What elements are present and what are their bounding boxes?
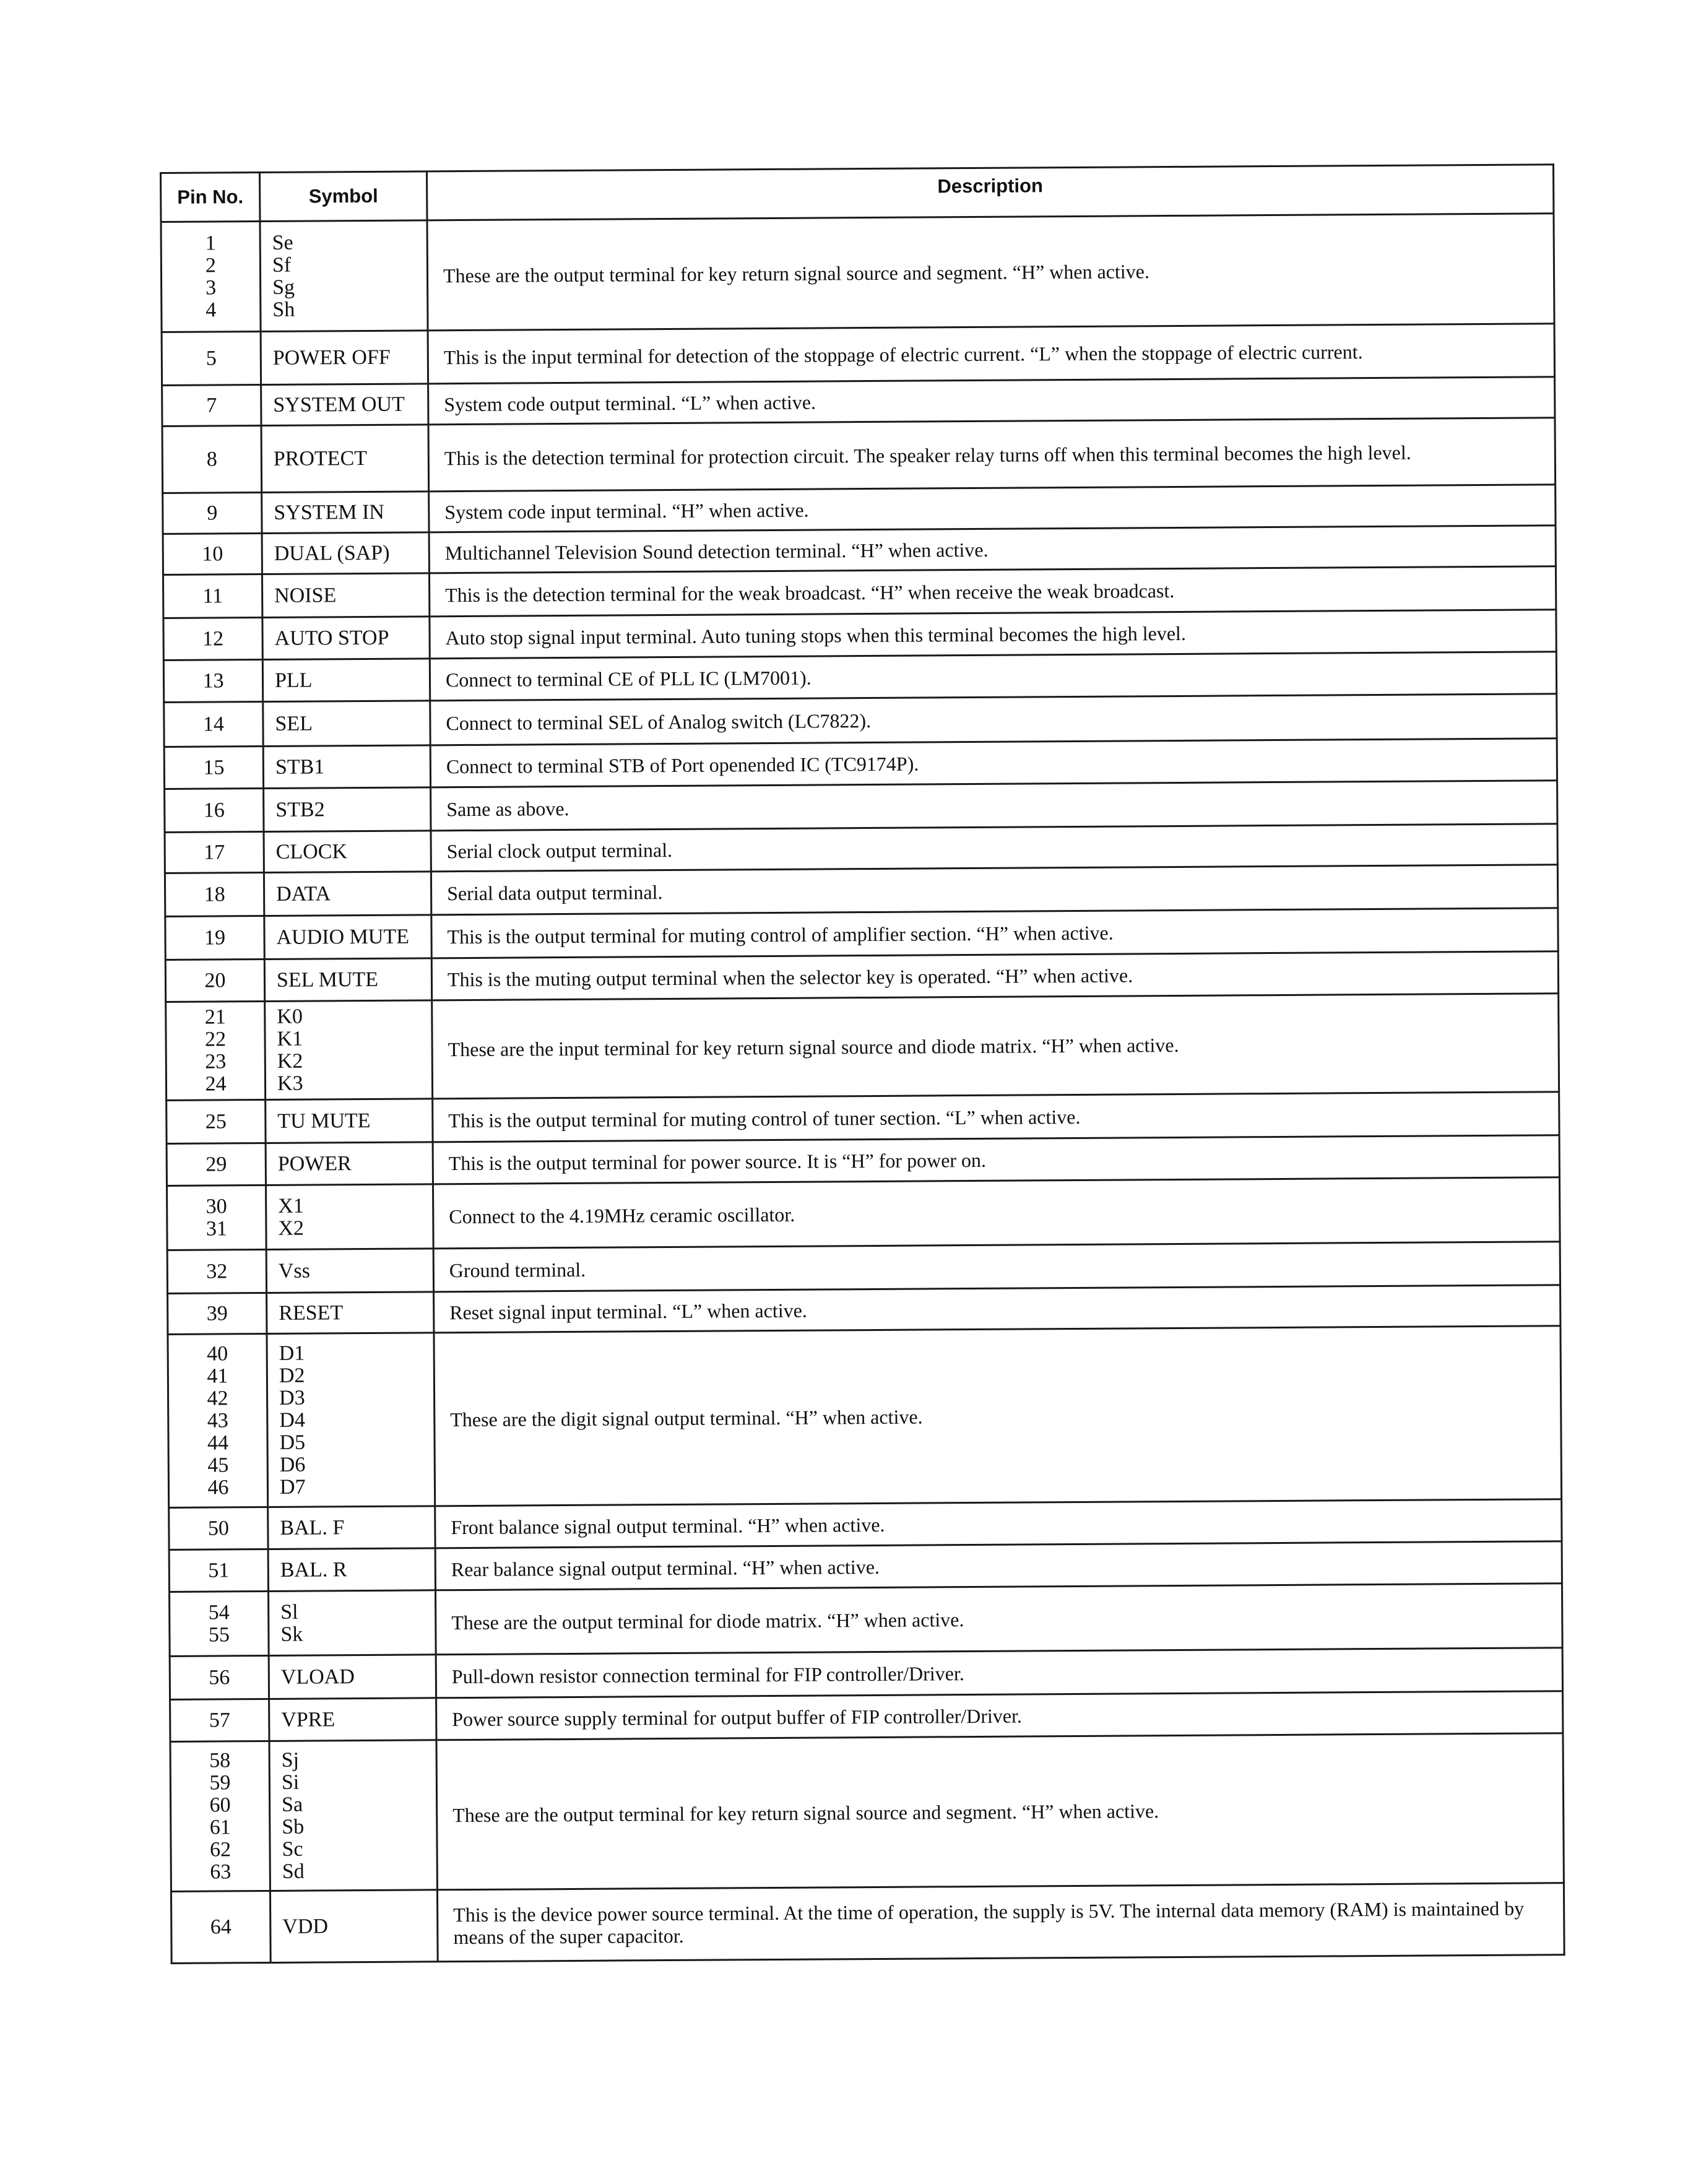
pin-symbol: PROTECT — [273, 446, 368, 470]
pin-number-cell — [165, 916, 264, 960]
pin-number: 58 — [209, 1748, 231, 1772]
pin-number: 39 — [206, 1301, 228, 1325]
pin-number-cell — [168, 1293, 267, 1334]
table-row — [171, 1883, 1564, 1964]
pin-symbol: VDD — [282, 1914, 329, 1938]
pin-number: 46 — [207, 1475, 229, 1499]
pin-symbol: K2 — [277, 1049, 303, 1073]
description-cell: Connect to terminal SEL of Analog switch (LC7822). — [430, 694, 1557, 745]
description-cell: Serial clock output terminal. — [431, 824, 1557, 872]
pin-number: 12 — [202, 626, 224, 651]
description-cell: Same as above. — [431, 781, 1557, 831]
table-row — [161, 214, 1554, 332]
description-cell: This is the detection terminal for protection circuit. The speaker relay turns off when this terminal becomes the high level. — [428, 418, 1556, 492]
description-cell: Ground terminal. — [433, 1242, 1560, 1292]
pin-symbol: Sh — [272, 298, 295, 321]
symbol-cell — [269, 1698, 436, 1741]
pin-number: 57 — [209, 1708, 230, 1732]
pin-number: 60 — [209, 1793, 231, 1817]
pin-symbol: Sl — [280, 1600, 298, 1624]
description-cell: System code output terminal. “L” when active. — [428, 377, 1555, 425]
pin-description-table — [160, 163, 1565, 1964]
pin-symbol: STB1 — [275, 755, 325, 779]
pin-number-cell — [163, 618, 262, 661]
pin-symbol: Sc — [282, 1837, 303, 1861]
symbol-cell — [266, 1099, 433, 1143]
pin-number: 1 — [205, 231, 216, 255]
pin-number: 45 — [207, 1453, 229, 1477]
pin-number-cell — [170, 1655, 269, 1699]
symbol-cell — [266, 1249, 433, 1293]
table-row — [167, 1177, 1560, 1250]
symbol-cell — [265, 1000, 433, 1100]
symbol-cell — [262, 659, 430, 702]
description-cell: Power source supply terminal for output buffer of FIP controller/Driver. — [436, 1691, 1563, 1740]
symbol-cell — [262, 573, 429, 618]
pin-symbol: BAL. F — [280, 1515, 345, 1540]
description-cell: This is the muting output terminal when the selector key is operated. “H” when active. — [431, 951, 1558, 1000]
table-row — [168, 1326, 1562, 1508]
symbol-cell — [264, 915, 431, 960]
pin-symbol: STB2 — [275, 797, 325, 821]
pin-symbol: Sj — [281, 1748, 300, 1772]
pin-number-cell — [169, 1549, 268, 1592]
pin-symbol: D3 — [279, 1386, 305, 1410]
pin-symbol: AUTO STOP — [274, 626, 389, 650]
description-cell: Connect to the 4.19MHz ceramic oscillator. — [433, 1177, 1560, 1249]
pin-symbol: X2 — [278, 1216, 305, 1240]
pin-symbol: SYSTEM IN — [274, 500, 385, 524]
header-symbol: Symbol — [260, 171, 427, 222]
symbol-cell — [269, 1740, 437, 1891]
pin-number-cell — [170, 1591, 269, 1656]
table-row — [170, 1584, 1563, 1657]
pin-number: 19 — [204, 925, 226, 950]
pin-symbol: POWER OFF — [272, 345, 391, 370]
table-row — [170, 1733, 1564, 1892]
pin-symbol: D7 — [279, 1475, 306, 1499]
pin-number: 51 — [208, 1558, 230, 1582]
symbol-cell — [263, 701, 430, 747]
pin-number-cell — [166, 1001, 266, 1100]
pin-number-cell — [163, 659, 262, 702]
symbol-cell — [264, 872, 431, 916]
pin-symbol: Sf — [272, 253, 292, 277]
pin-number: 10 — [202, 542, 223, 566]
pin-number: 43 — [207, 1408, 228, 1432]
pin-symbol: DUAL (SAP) — [274, 541, 390, 565]
pin-number-cell — [165, 872, 264, 916]
description-cell: These are the output terminal for key return signal source and segment. “H” when active. — [427, 214, 1554, 331]
pin-number: 64 — [210, 1915, 232, 1939]
symbol-cell — [264, 787, 431, 832]
table-row — [164, 694, 1557, 747]
symbol-cell — [269, 1590, 436, 1656]
description-cell: Multichannel Television Sound detection terminal. “H” when active. — [429, 526, 1556, 573]
pin-number: 61 — [209, 1815, 231, 1839]
description-cell: These are the digit signal output terminal. “H” when active. — [434, 1326, 1562, 1506]
pin-symbol: Se — [272, 231, 293, 254]
pin-symbol: POWER — [277, 1151, 352, 1176]
pin-number: 25 — [205, 1109, 227, 1133]
pin-number-cell — [163, 534, 262, 575]
pin-symbol: NOISE — [274, 583, 337, 607]
pin-number-cell — [164, 701, 263, 747]
pin-number-cell — [165, 831, 264, 873]
pin-number-cell — [161, 222, 261, 332]
table-header-row — [161, 165, 1554, 222]
description-cell: Connect to terminal STB of Port openended IC (TC9174P). — [430, 739, 1557, 787]
description-cell: This is the output terminal for muting control of tuner section. “L” when active. — [433, 1092, 1559, 1142]
pin-number: 31 — [206, 1216, 228, 1241]
pin-number-cell — [167, 1185, 267, 1250]
pin-symbol: SEL — [275, 712, 313, 735]
description-cell: Pull-down resistor connection terminal for FIP controller/Driver. — [436, 1648, 1562, 1698]
pin-symbol: TU MUTE — [277, 1109, 371, 1133]
pin-symbol: D5 — [279, 1431, 306, 1454]
pin-number: 13 — [202, 669, 224, 693]
pin-number-cell — [162, 332, 261, 386]
pin-symbol: Sk — [280, 1623, 303, 1646]
symbol-cell — [268, 1506, 435, 1549]
pin-number: 21 — [204, 1005, 226, 1029]
description-cell: Rear balance signal output terminal. “H” when active. — [435, 1541, 1562, 1590]
symbol-cell — [269, 1655, 436, 1699]
pin-number-cell — [165, 788, 264, 832]
description-cell: Front balance signal output terminal. “H” when active. — [435, 1499, 1562, 1548]
symbol-cell — [261, 384, 428, 426]
pin-number: 9 — [207, 501, 218, 525]
pin-symbol: K1 — [277, 1027, 303, 1051]
pin-symbol: D1 — [279, 1341, 305, 1365]
pin-symbol: VLOAD — [280, 1665, 355, 1689]
pin-number: 32 — [206, 1259, 228, 1283]
pin-number: 15 — [203, 755, 225, 779]
header-description: Description — [427, 165, 1554, 220]
pin-symbol: BAL. R — [280, 1558, 347, 1582]
symbol-cell — [268, 1548, 435, 1592]
pin-number: 5 — [206, 346, 217, 370]
description-cell: System code input terminal. “H” when active. — [429, 485, 1556, 532]
pin-number-cell — [164, 746, 263, 789]
symbol-cell — [266, 1142, 433, 1185]
pin-number: 17 — [204, 840, 225, 864]
pin-number-cell — [171, 1891, 271, 1963]
symbol-cell — [262, 532, 429, 574]
pin-number-cell — [167, 1099, 266, 1143]
pin-symbol: D6 — [279, 1453, 306, 1476]
pin-symbol: Vss — [278, 1259, 310, 1283]
pin-number-cell — [162, 426, 262, 493]
pin-symbol: PLL — [274, 669, 313, 692]
description-cell: Connect to terminal CE of PLL IC (LM7001). — [430, 652, 1556, 701]
pin-number: 20 — [204, 968, 226, 992]
pin-number-cell — [170, 1741, 270, 1891]
pin-symbol: Sd — [282, 1860, 305, 1883]
pin-number-cell — [163, 493, 262, 534]
description-cell: This is the output terminal for power source. It is “H” for power on. — [433, 1135, 1559, 1184]
pin-number: 62 — [209, 1837, 232, 1861]
pin-number: 42 — [207, 1386, 228, 1410]
description-cell: This is the input terminal for detection of the stoppage of electric current. “L” when the stoppage of electric current. — [428, 324, 1554, 384]
pin-number: 22 — [204, 1028, 227, 1051]
description-cell: This is the output terminal for muting control of amplifier section. “H” when active. — [431, 908, 1558, 958]
symbol-cell — [267, 1333, 435, 1507]
pin-number: 50 — [207, 1516, 229, 1540]
pin-number: 24 — [205, 1072, 227, 1096]
pin-symbol: Sa — [281, 1793, 303, 1816]
pin-number: 18 — [204, 882, 225, 906]
symbol-cell — [264, 831, 431, 873]
pin-number: 59 — [209, 1770, 231, 1795]
pin-symbol: D4 — [279, 1408, 305, 1432]
symbol-cell — [264, 958, 431, 1002]
pin-number-cell — [167, 1143, 266, 1185]
pin-number-cell — [165, 959, 264, 1002]
pin-symbol: CLOCK — [275, 839, 348, 864]
pin-number: 8 — [206, 447, 217, 471]
header-pin-no: Pin No. — [161, 173, 260, 222]
symbol-cell — [261, 425, 429, 493]
pin-number: 29 — [206, 1152, 227, 1176]
description-cell: Auto stop signal input terminal. Auto tuning stops when this terminal becomes the high level. — [430, 610, 1556, 659]
pin-symbol: SYSTEM OUT — [273, 392, 405, 417]
pin-number: 2 — [205, 253, 217, 277]
pin-symbol: K3 — [277, 1072, 303, 1095]
description-cell: These are the input terminal for key return signal source and diode matrix. “H” when active. — [432, 994, 1559, 1099]
description-cell: Serial data output terminal. — [431, 865, 1557, 915]
pin-number: 55 — [208, 1623, 230, 1647]
pin-symbol: RESET — [279, 1301, 344, 1325]
pin-symbol: X1 — [278, 1194, 304, 1218]
pin-number: 41 — [207, 1364, 228, 1388]
description-cell: These are the output terminal for diode matrix. “H” when active. — [436, 1584, 1563, 1655]
table-row — [166, 994, 1559, 1101]
table-row — [162, 324, 1554, 386]
pin-description-sheet — [160, 163, 1564, 1964]
table-body — [161, 214, 1564, 1964]
pin-number: 54 — [208, 1600, 230, 1624]
pin-symbol: SEL MUTE — [276, 968, 379, 992]
symbol-cell — [263, 745, 430, 789]
pin-number: 7 — [206, 393, 217, 417]
pin-number-cell — [163, 574, 262, 618]
description-cell: This is the device power source terminal. At the time of operation, the supply is 5V. The internal data memory (RAM) is maintained by means of the super capacitor. — [437, 1883, 1564, 1962]
pin-number-cell — [168, 1333, 268, 1507]
symbol-cell — [261, 331, 428, 385]
pin-number: 11 — [202, 584, 223, 608]
pin-symbol: K0 — [277, 1005, 303, 1028]
pin-symbol: VPRE — [281, 1707, 335, 1731]
symbol-cell — [267, 1292, 434, 1334]
pin-number: 56 — [209, 1665, 230, 1689]
pin-number-cell — [162, 385, 261, 427]
description-cell: This is the detection terminal for the weak broadcast. “H” when receive the weak broadcast. — [429, 566, 1556, 617]
table-row — [162, 418, 1556, 493]
pin-symbol: Sg — [272, 275, 295, 299]
pin-number: 14 — [202, 712, 225, 736]
pin-number: 63 — [210, 1860, 232, 1884]
description-cell: Reset signal input terminal. “L” when active. — [434, 1285, 1560, 1333]
symbol-cell — [262, 617, 430, 660]
pin-number-cell — [170, 1699, 269, 1741]
pin-number-cell — [169, 1507, 268, 1549]
description-cell: These are the output terminal for key return signal source and segment. “H” when active. — [436, 1733, 1564, 1890]
pin-symbol: AUDIO MUTE — [276, 925, 410, 949]
pin-number: 16 — [203, 798, 225, 822]
pin-number: 40 — [207, 1341, 228, 1366]
symbol-cell — [262, 492, 429, 534]
pin-symbol: Sb — [282, 1815, 305, 1839]
pin-number: 30 — [206, 1194, 227, 1218]
pin-number-cell — [167, 1249, 266, 1293]
pin-number: 23 — [205, 1050, 227, 1073]
symbol-cell — [270, 1890, 438, 1963]
pin-symbol: Si — [281, 1770, 300, 1794]
symbol-cell — [266, 1184, 433, 1250]
pin-number: 3 — [206, 275, 217, 300]
pin-number: 44 — [207, 1431, 229, 1455]
symbol-cell — [260, 220, 428, 332]
pin-symbol: DATA — [276, 882, 331, 906]
pin-symbol: D2 — [279, 1364, 305, 1387]
pin-number: 4 — [206, 298, 217, 322]
